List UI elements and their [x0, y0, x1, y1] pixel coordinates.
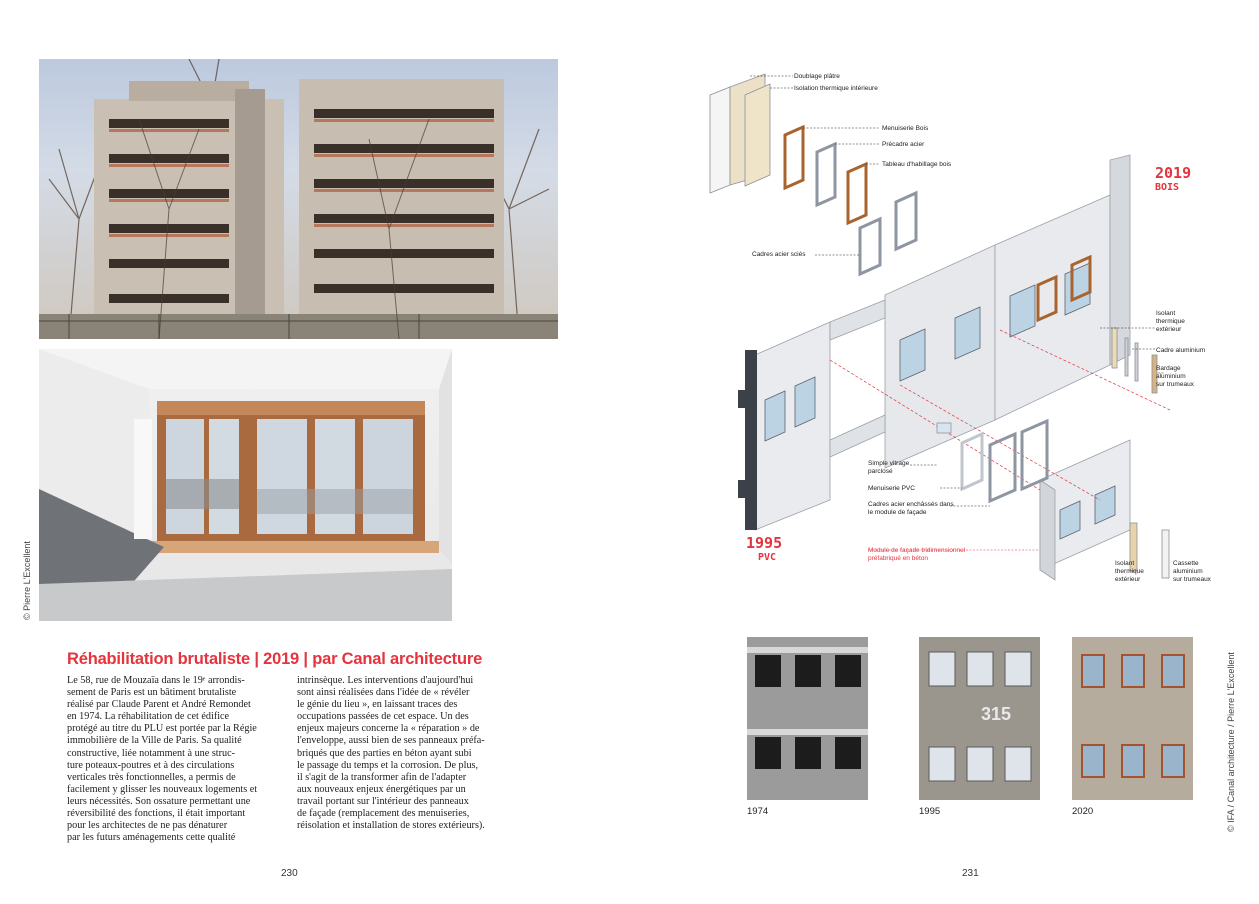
- text-line: sont ainsi réalisées dans l'idée de « révéler: [297, 687, 470, 699]
- label-cassette-1: Cassette: [1173, 560, 1199, 567]
- facade-photo-2020: [1072, 637, 1193, 800]
- label-cassette-2: aluminium: [1173, 568, 1203, 575]
- text-line: sement de Paris est un bâtiment brutaliste: [67, 687, 237, 699]
- label-bardage-2: aluminium: [1156, 373, 1186, 380]
- label-simple-vitrage-1: Simple vitrage: [868, 460, 910, 467]
- label-cadre-alu: Cadre aluminium: [1156, 347, 1206, 354]
- label-cadres-encha-1: Cadres acier enchâssés dans: [868, 501, 954, 508]
- label-module-1: Module de façade tridimensionnel: [868, 547, 966, 554]
- facade-photo-1974: [747, 637, 868, 800]
- material-bois: BOIS: [1155, 182, 1180, 193]
- text-line: l'enveloppe, aussi bien de ses panneaux préfa-: [297, 735, 485, 747]
- text-line: le passage du temps et la corrosion. De plus,: [297, 759, 479, 771]
- label-cadres-scies: Cadres acier sciés: [752, 251, 806, 258]
- label-isolant-ext-2: thermique: [1156, 318, 1185, 325]
- text-line: intrinsèque. Les interventions d'aujourd'hui: [297, 675, 474, 686]
- text-line: leurs nécessités. Son ossature permettant une: [67, 795, 251, 807]
- label-simple-vitrage-2: parclosé: [868, 468, 893, 475]
- page-number-left: 230: [281, 868, 298, 879]
- article-column-2: [297, 675, 527, 832]
- text-line: constructive, liée notamment à une struc-: [67, 747, 236, 759]
- page-number-right: 231: [962, 868, 979, 879]
- text-line: protégé au titre du PLU est portée par la Régie: [67, 723, 257, 735]
- text-line: Le 58, rue de Mouzaïa dans le 19ᵉ arrondis-: [67, 675, 245, 686]
- label-isolant-ext-1: Isolant: [1156, 310, 1176, 317]
- text-line: ture poteaux-poutres et à des circulations: [67, 759, 235, 771]
- text-line: pour les architectes de ne pas dénaturer: [67, 820, 228, 832]
- facade-photo-1995: [919, 637, 1040, 800]
- text-line: enjeux majeurs concerne la « réparation » de: [297, 723, 480, 735]
- svg-text:315: 315: [981, 704, 1012, 724]
- text-line: en 1974. La réhabilitation de cet édifice: [67, 711, 230, 723]
- label-tableau: Tableau d'habillage bois: [882, 161, 952, 168]
- article-column-1: [67, 675, 297, 844]
- label-cadres-encha-2: le module de façade: [868, 509, 927, 516]
- text-line: aux nouveaux enjeux énergétiques par un: [297, 783, 466, 795]
- article-title: Réhabilitation brutaliste | 2019 | par Canal architecture: [67, 650, 483, 668]
- caption-1995: 1995: [919, 806, 941, 817]
- label-menuiserie-pvc: Menuiserie PVC: [868, 485, 915, 492]
- text-line: de façade (remplacement des menuiseries,: [297, 808, 470, 820]
- label-bardage-3: sur trumeaux: [1156, 381, 1194, 388]
- text-line: il s'agit de la transformer afin de l'adapter: [297, 771, 467, 783]
- text-line: immobilière de la Ville de Paris. Sa qualité: [67, 735, 242, 747]
- text-line: réalisé par Claude Parent et André Remondet: [67, 699, 251, 711]
- photo-credit-left: © Pierre L'Excellent: [22, 541, 32, 620]
- text-line: par les futurs aménagements cette qualité: [67, 832, 236, 844]
- text-line: verticales très fonctionnelles, a permis de: [67, 771, 236, 783]
- label-isolant-b2: thermique: [1115, 568, 1144, 575]
- text-line: travail portant sur l'intérieur des panneaux: [297, 795, 469, 807]
- label-bardage-1: Bardage: [1156, 365, 1181, 372]
- label-isolation-int: Isolation thermique intérieure: [794, 85, 878, 92]
- building-facade-photo: [39, 59, 558, 339]
- caption-2020: 2020: [1072, 806, 1094, 817]
- label-doublage: Doublage plâtre: [794, 73, 840, 80]
- text-line: réisolation et installation de stores extérieurs).: [297, 820, 485, 832]
- text-line: facilement y glisser les nouveaux logements et: [67, 783, 258, 795]
- label-isolant-b1: Isolant: [1115, 560, 1135, 567]
- label-precadre: Précadre acier: [882, 141, 925, 148]
- text-line: occupations passées de cet espace. Un des: [297, 711, 469, 723]
- text-line: briqués que des parties en béton ayant subi: [297, 747, 472, 759]
- label-module-2: préfabriqué en béton: [868, 555, 928, 562]
- caption-1974: 1974: [747, 806, 769, 817]
- year-2019: 2019: [1155, 164, 1192, 182]
- text-line: le génie du lieu », en laissant traces des: [297, 699, 458, 711]
- text-line: réversibilité des fonctions, il était important: [67, 808, 246, 820]
- label-isolant-ext-3: extérieur: [1156, 326, 1182, 333]
- label-menuiserie-bois: Menuiserie Bois: [882, 125, 929, 132]
- photo-credit-right: © IFA / Canal architecture / Pierre L'Excellent: [1226, 652, 1236, 832]
- material-pvc: PVC: [758, 552, 777, 563]
- label-cassette-3: sur trumeaux: [1173, 576, 1211, 583]
- facade-exploded-diagram: [700, 60, 1230, 605]
- label-isolant-b3: extérieur: [1115, 576, 1141, 583]
- interior-photo: [39, 349, 452, 621]
- year-1995: 1995: [746, 534, 783, 552]
